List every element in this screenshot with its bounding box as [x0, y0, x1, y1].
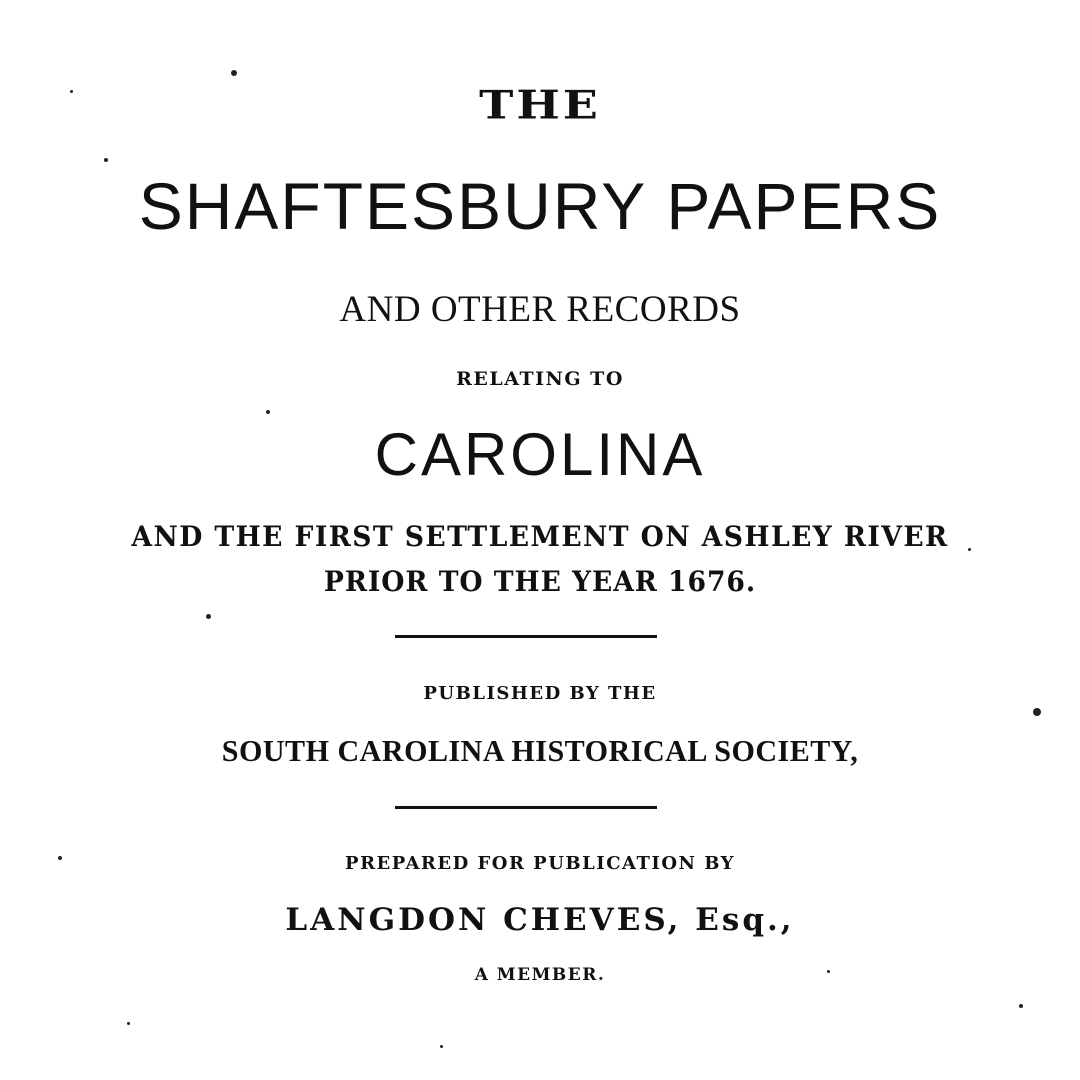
- publisher-name: SOUTH CAROLINA HISTORICAL SOCIETY,: [221, 733, 859, 768]
- scan-speck: [58, 856, 62, 860]
- divider-rule-top: [395, 635, 657, 638]
- scan-speck: [104, 158, 108, 162]
- settlement-line: AND THE FIRST SETTLEMENT ON ASHLEY RIVER: [131, 520, 949, 553]
- main-title: SHAFTESBURY PAPERS: [138, 169, 942, 243]
- title-article: THE: [479, 82, 601, 128]
- scan-speck: [968, 548, 971, 551]
- scan-speck: [440, 1045, 443, 1048]
- relating-to-line: RELATING TO: [456, 368, 624, 390]
- prior-year-line: PRIOR TO THE YEAR 1676.: [323, 565, 757, 598]
- scan-speck: [1033, 708, 1041, 716]
- scan-speck: [266, 410, 270, 414]
- scan-speck: [231, 70, 237, 76]
- subtitle: AND OTHER RECORDS: [339, 289, 741, 330]
- scan-speck: [127, 1022, 130, 1025]
- author-role: A MEMBER.: [474, 965, 606, 985]
- scan-speck: [1019, 1004, 1023, 1008]
- scan-speck: [827, 970, 830, 973]
- place-title: CAROLINA: [374, 421, 706, 488]
- author-name: LANGDON CHEVES, Esq.,: [285, 902, 795, 938]
- scan-speck: [70, 90, 73, 93]
- scan-speck: [206, 614, 211, 619]
- published-by-line: PUBLISHED BY THE: [423, 683, 657, 704]
- divider-rule-bottom: [395, 806, 657, 809]
- prepared-by-line: PREPARED FOR PUBLICATION BY: [345, 853, 735, 874]
